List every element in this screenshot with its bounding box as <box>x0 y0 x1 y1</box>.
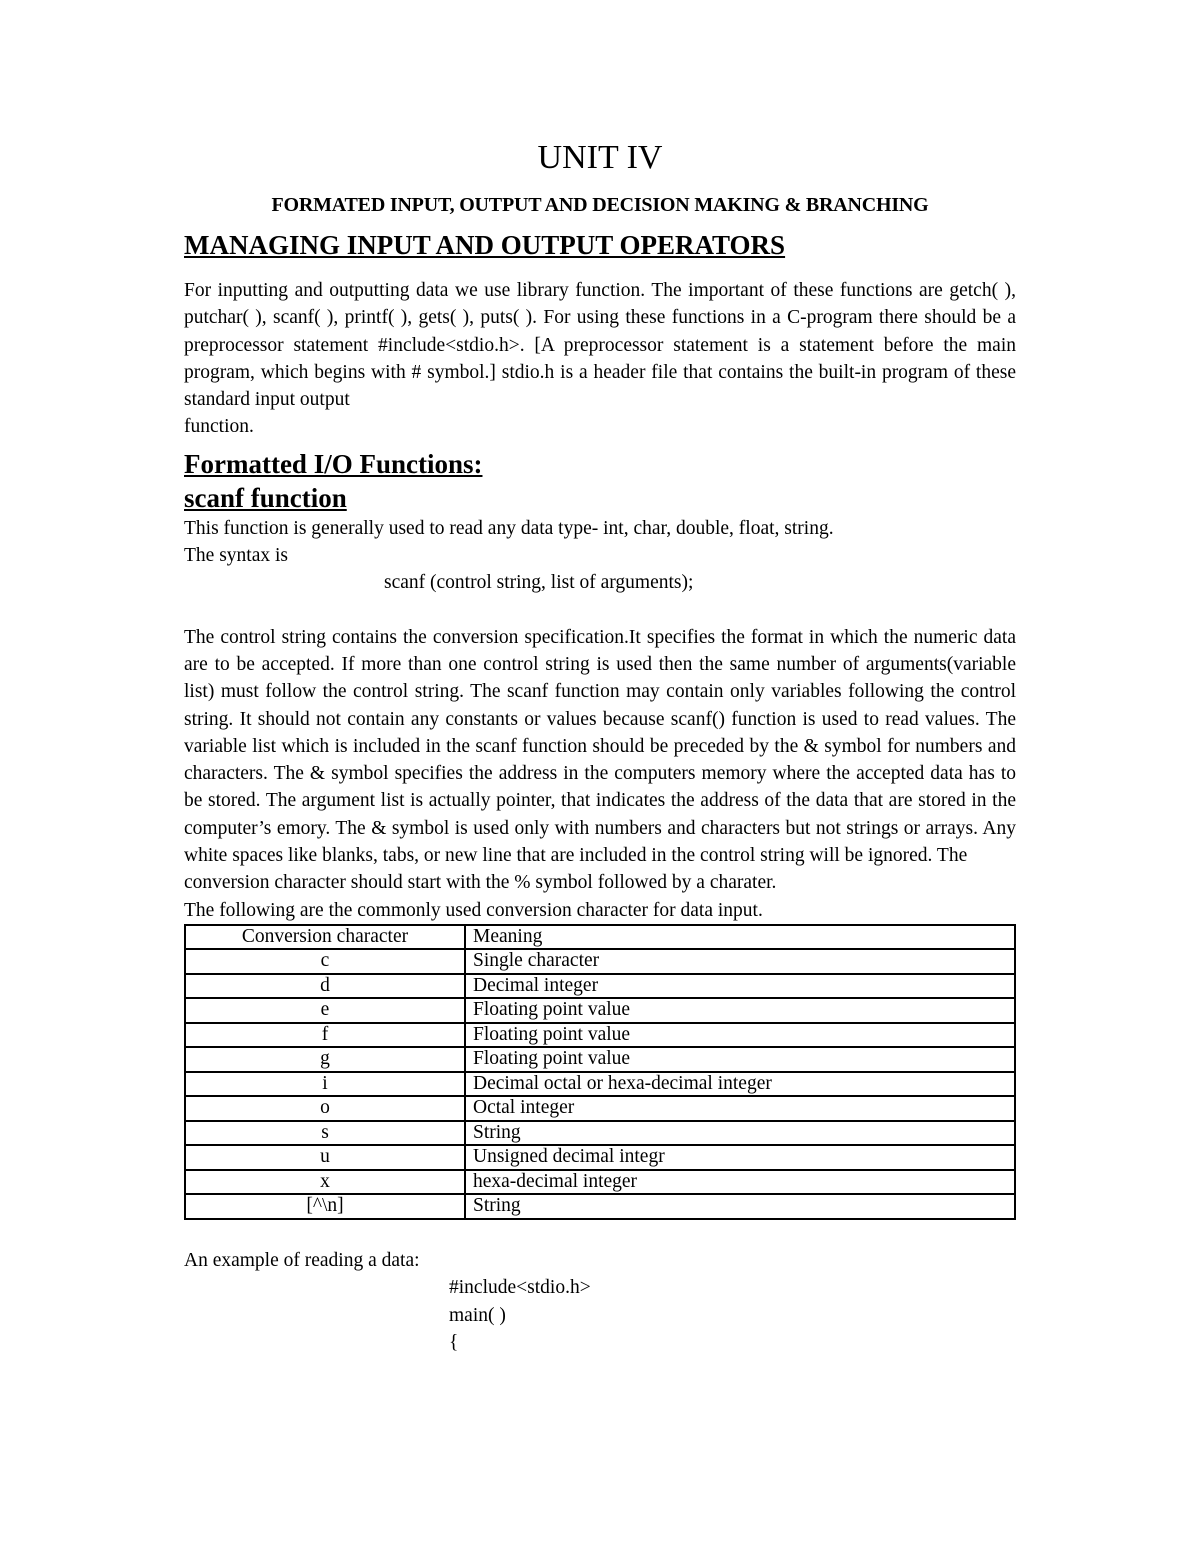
scanf-syntax: scanf (control string, list of arguments); <box>384 572 694 594</box>
table-row <box>185 1194 1015 1219</box>
table-cell-character: e <box>185 998 465 1023</box>
table-header-row <box>185 925 1015 950</box>
control-string-paragraph: The control string contains the conversion specification.It specifies the format in which the numeric data are to be accepted. If more than one control string is used then the same number of arguments(variable list) must follow the control string. The scanf function may contain only variables following the control string. It should not contain any constants or values because scanf() function is used to read values. The variable list which is included in the scanf function should be preceded by the & symbol for numbers and characters. The & symbol specifies the address in the computers memory where the accepted data has to be stored. The argument list is actually pointer, that indicates the address of the data that are stored in the computer’s emory. The & symbol is used only with numbers and characters but not strings or arrays. Any white spaces like blanks, tabs, or new line that are included in the control string will be ignored. The <box>184 626 1016 867</box>
table-cell-character: u <box>185 1145 465 1170</box>
control-string-paragraph-tail: conversion character should start with the % symbol followed by a charater. <box>184 872 777 894</box>
table-row <box>185 1096 1015 1121</box>
page-content <box>184 138 1016 1356</box>
table-row <box>185 1047 1015 1072</box>
table-cell-meaning: Decimal octal or hexa-decimal integer <box>465 1072 1015 1097</box>
table-cell-meaning: Single character <box>465 949 1015 974</box>
code-line-brace: { <box>449 1331 459 1353</box>
example-lead: An example of reading a data: <box>184 1249 420 1271</box>
unit-title: UNIT IV <box>537 139 663 176</box>
intro-paragraph-tail: function. <box>184 416 254 438</box>
table-cell-character: s <box>185 1121 465 1146</box>
section-title: MANAGING INPUT AND OUTPUT OPERATORS <box>184 230 786 260</box>
table-cell-meaning: String <box>465 1121 1015 1146</box>
table-cell-character: d <box>185 974 465 999</box>
conversion-character-table <box>184 924 1016 1220</box>
table-cell-meaning: Floating point value <box>465 1023 1015 1048</box>
table-cell-meaning: Unsigned decimal integr <box>465 1145 1015 1170</box>
chapter-subtitle: FORMATED INPUT, OUTPUT AND DECISION MAKING & BRANCHING <box>271 194 929 216</box>
scanf-description: This function is generally used to read any data type- int, char, double, float, string. <box>184 517 834 539</box>
table-header-cell: Meaning <box>465 925 1015 950</box>
table-intro: The following are the commonly used conversion character for data input. <box>184 899 763 921</box>
table-row <box>185 949 1015 974</box>
table-row <box>185 1170 1015 1195</box>
code-line-include: #include<stdio.h> <box>449 1277 591 1299</box>
table-row <box>185 1023 1015 1048</box>
table-row <box>185 998 1015 1023</box>
syntax-lead: The syntax is <box>184 545 288 567</box>
table-cell-character: g <box>185 1047 465 1072</box>
table-row <box>185 974 1015 999</box>
code-line-main: main( ) <box>449 1304 506 1326</box>
table-cell-meaning: Octal integer <box>465 1096 1015 1121</box>
table-cell-character: c <box>185 949 465 974</box>
table-cell-meaning: String <box>465 1194 1015 1219</box>
table-cell-meaning: hexa-decimal integer <box>465 1170 1015 1195</box>
formatted-io-heading: Formatted I/O Functions: <box>184 448 483 479</box>
table-cell-character: x <box>185 1170 465 1195</box>
table-cell-character: f <box>185 1023 465 1048</box>
table-cell-meaning: Floating point value <box>465 998 1015 1023</box>
blank-line <box>184 597 1016 624</box>
table-row <box>185 1121 1015 1146</box>
intro-paragraph: For inputting and outputting data we use library function. The important of these functions are getch( ), putchar( ), scanf( ), printf( ), gets( ), puts( ). For using these functions in a C-program there should be a preprocessor statement #include<stdio.h>. [A preprocessor statement is a statement before the main program, which begins with # symbol.] stdio.h is a header file that contains the built-in program of these standard input output <box>184 280 1016 411</box>
table-header-cell: Conversion character <box>185 925 465 950</box>
table-row <box>185 1145 1015 1170</box>
table-cell-meaning: Floating point value <box>465 1047 1015 1072</box>
table-cell-character: o <box>185 1096 465 1121</box>
table-row <box>185 1072 1015 1097</box>
table-cell-character: i <box>185 1072 465 1097</box>
table-cell-meaning: Decimal integer <box>465 974 1015 999</box>
scanf-heading: scanf function <box>184 482 347 513</box>
table-cell-character: [^\n] <box>185 1194 465 1219</box>
